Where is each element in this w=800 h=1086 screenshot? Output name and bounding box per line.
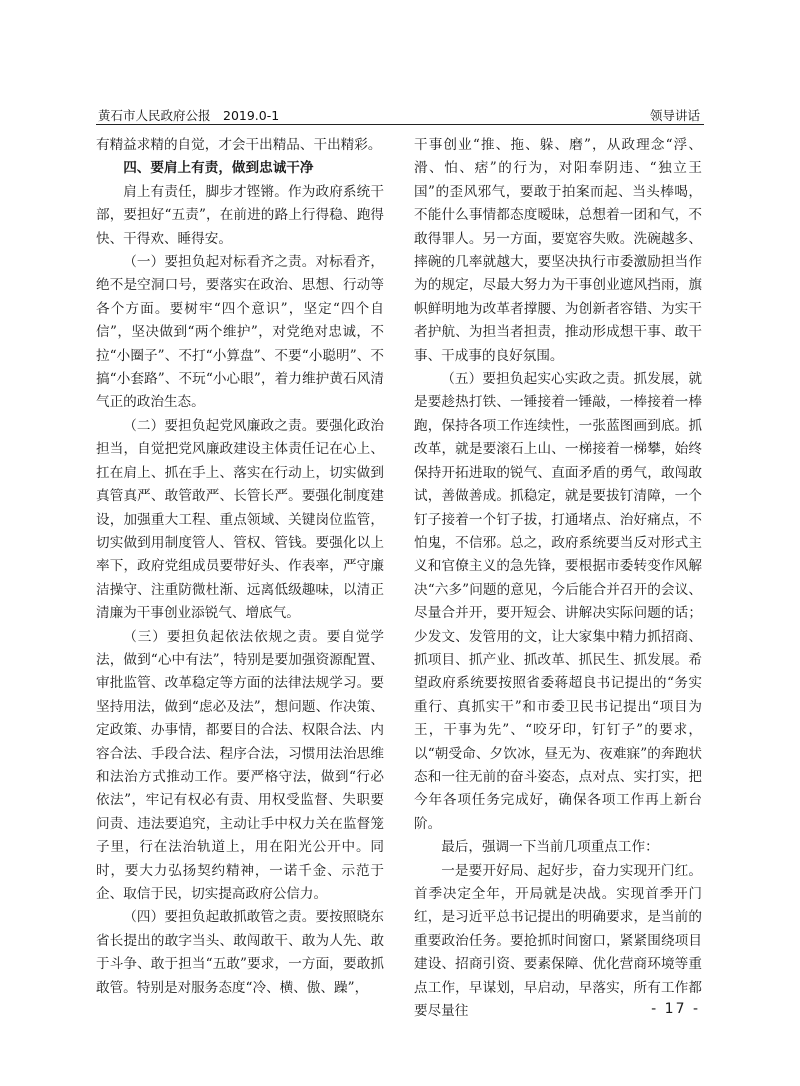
body-paragraph: （三）要担负起依法依规之责。要自觉学法，做到“心中有法”，特别是要加强资源配置、审批监管、改革稳定等方面的法律法规学习。要坚持用法，做到“虑必及法”，想问题、作决策、定政策、办事情，都要目的合法、权限合法、内容合法、手段合法、程序合法，习惯用法治思维和法治方式推动工作。要严格守法，做到“行必依法”，牢记有权必有责、用权受监督、失职要问责、违法要追究，主动让手中权力关在监督笼子里，行在法治轨道上，用在阳光公开中。同时，要大力弘扬契约精神，一诺千金、示范于企、取信于民，切实提高政府公信力。 <box>96 628 384 902</box>
body-paragraph: （二）要担负起党风廉政之责。要强化政治担当，自觉把党风廉政建设主体责任记在心上、扛在肩上、抓在手上、落实在行动上，切实做到真管真严、敢管敢严、长管长严。要强化制度建设，加强重大工程、重点领域、关键岗位监管，切实做到用制度管人、管权、管钱。要强化以上率下，政府党组成员要带好头、作表率，严守廉洁操守、注重防微杜渐、远离低级趣味，以清正清廉为干事创业添锐气、增底气。 <box>96 417 384 622</box>
continuation-paragraph: 干事创业“推、拖、躲、磨”，从政理念“浮、滑、怕、痞”的行为，对阳奉阴违、“独立王国”的歪风邪气，要敢于拍案而起、当头棒喝，不能什么事情都态度暧昧，总想着一团和气，不敢得罪人。另一方面，要宽容失败。洗碗越多、摔碗的几率就越大，要坚决执行市委激励担当作为的规定，尽最大努力为干事创业遮风挡雨，旗帜鲜明地为改革者撑腰、为创新者容错、为实干者护航、为担当者担责，推动形成想干事、敢干事、干成事的良好氛围。 <box>414 137 702 364</box>
right-column <box>414 134 702 1023</box>
body-paragraph: （四）要担负起敢抓敢管之责。要按照晓东省长提出的敢字当头、敢闯敢干、敢为人先、敢于斗争、敢于担当“五敢”要求，一方面，要敢抓敢管。特别是对服务态度“冷、横、傲、躁”， <box>96 909 384 996</box>
body-paragraph: （一）要担负起对标看齐之责。对标看齐，绝不是空洞口号，要落实在政治、思想、行动等各个方面。要树牢“四个意识”，坚定“四个自信”，坚决做到“两个维护”，对党绝对忠诚，不拉“小圈子”、不打“小算盘”、不要“小聪明”、不搞“小套路”、不玩“小心眼”，着力维护黄石风清气正的政治生态。 <box>96 254 384 411</box>
body-paragraph: （五）要担负起实心实政之责。抓发展，就是要趁热打铁、一锤接着一锤敲，一棒接着一棒跑，保持各项工作连续性，一张蓝图画到底。抓改革，就是要滚石上山、一梯接着一梯攀，始终保持开拓进取的锐气、直面矛盾的勇气，敢闯敢试，善做善成。抓稳定，就是要拔钉清障，一个钉子接着一个钉子拔，打通堵点、治好痛点，不怕鬼，不信邪。总之，政府系统要当反对形式主义和官僚主义的急先锋，要根据市委转变作风解决“六多”问题的意见，今后能合并召开的会议、尽量合并开，要开短会、讲解决实际问题的话；少发文、发管用的文，让大家集中精力抓招商、抓项目、抓产业、抓改革、抓民生、抓发展。希望政府系统要按照省委蒋超良书记提出的“务实重行、真抓实干”和市委卫民书记提出“项目为王，干事为先”、“咬牙印，钉钉子”的要求，以“朝受命、夕饮冰，昼无为、夜难寐”的奔跑状态和一往无前的奋斗姿态，点对点、实打实，把今年各项任务完成好，确保各项工作再上新台阶。 <box>414 371 702 832</box>
left-column <box>96 134 384 1000</box>
page-number: - 17 - <box>651 1001 700 1017</box>
body-paragraph: 最后，强调一下当前几项重点工作： <box>441 839 659 856</box>
section-title: 领导讲话 <box>649 108 700 123</box>
body-paragraph: 肩上有责任，脚步才铿锵。作为政府系统干部，要担好“五责”，在前进的路上行得稳、跑得快、干得欢、睡得安。 <box>96 183 384 247</box>
section-heading: 四、要肩上有责，做到忠诚干净 <box>123 160 314 177</box>
body-paragraph: 一是要开好局、起好步，奋力实现开门红。首季决定全年，开局就是决战。实现首季开门红，是习近平总书记提出的明确要求，是当前的重要政治任务。要抢抓时间窗口，紧紧围绕项目建设、招商引资、要素保障、优化营商环境等重点工作，早谋划，早启动，早落实，所有工作都要尽量往 <box>414 862 702 1020</box>
continuation-paragraph: 有精益求精的自觉，才会干出精品、干出精彩。 <box>96 137 382 153</box>
publication-title: 黄石市人民政府公报 2019.0-1 <box>98 108 280 123</box>
header-divider <box>96 124 704 125</box>
